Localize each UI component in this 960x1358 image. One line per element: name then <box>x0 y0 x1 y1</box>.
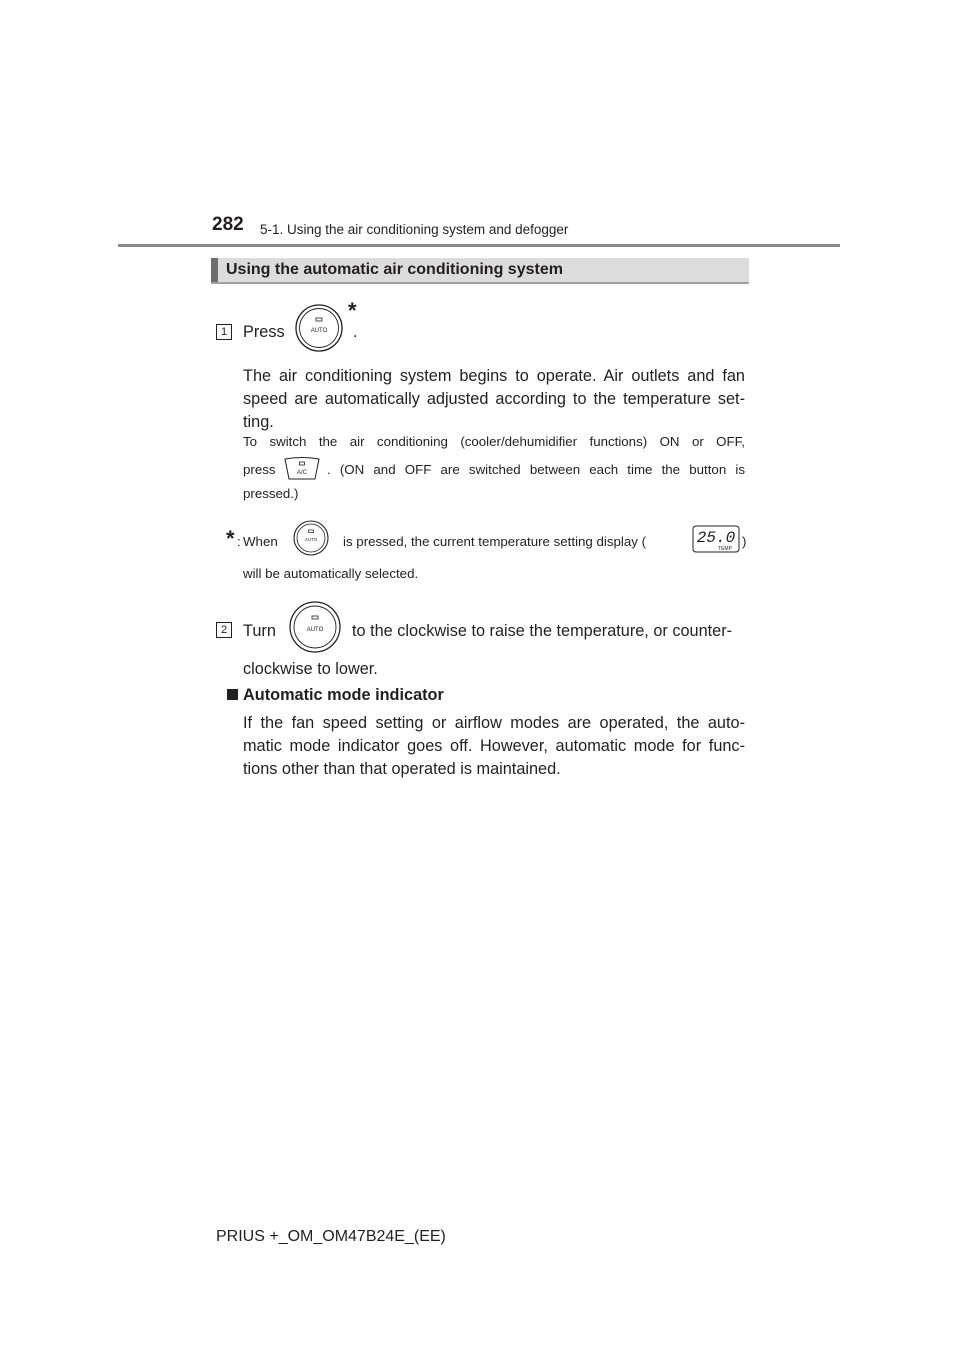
section-heading <box>211 258 749 284</box>
ac-button-label: A/C <box>296 470 308 476</box>
subsection-bullet-icon <box>227 689 238 700</box>
temp-display-icon <box>692 525 740 553</box>
step-number-1: 1 <box>216 324 232 340</box>
step1-description-line-2: speed are automatically adjusted according to the temperature set- <box>243 390 745 408</box>
footnote-colon: : <box>237 534 241 549</box>
footnote-star: * <box>226 526 235 551</box>
subsection-line-2: matic mode indicator goes off. However, automatic mode for func- <box>243 737 745 755</box>
footnote-middle: is pressed, the current temperature setting display ( <box>343 534 647 549</box>
header-rule <box>118 244 840 247</box>
auto-knob-icon <box>290 304 348 352</box>
step1-note-line-2: . (ON and OFF are switched between each time the button is <box>327 462 745 477</box>
subsection-title: Automatic mode indicator <box>243 686 444 704</box>
footnote-when: When <box>243 534 278 549</box>
page-number: 282 <box>212 214 244 235</box>
step1-note-line-1: To switch the air conditioning (cooler/dehumidifier functions) ON or OFF, <box>243 434 745 449</box>
auto-knob-turn-icon <box>286 600 344 654</box>
step1-description-line-3: ting. <box>243 413 274 431</box>
footnote-line-2: will be automatically selected. <box>243 566 419 581</box>
auto-knob-small-icon <box>290 520 332 556</box>
temp-display-label: TEMP <box>718 546 732 552</box>
footer-doc-code: PRIUS +_OM_OM47B24E_(EE) <box>216 1228 446 1245</box>
subsection-line-3: tions other than that operated is maintained. <box>243 760 561 778</box>
subsection-line-1: If the fan speed setting or airflow modes are operated, the auto- <box>243 714 745 732</box>
step1-note-line-3: pressed.) <box>243 486 299 501</box>
step1-description-line-1: The air conditioning system begins to operate. Air outlets and fan <box>243 367 745 385</box>
running-head: 5-1. Using the air conditioning system and defogger <box>260 222 569 237</box>
footnote-end: ) <box>742 534 747 549</box>
step1-note-press: press <box>243 462 276 477</box>
step2-line-2: clockwise to lower. <box>243 660 378 678</box>
section-heading-bar <box>211 258 218 282</box>
footnote-marker: * <box>348 298 357 323</box>
temp-display-value: 25.0 <box>696 529 736 547</box>
ac-button-icon <box>282 456 322 482</box>
step2-turn-label: Turn <box>243 622 276 640</box>
section-title: Using the automatic air conditioning system <box>226 261 563 278</box>
svg-text:AUTO: AUTO <box>304 537 318 542</box>
svg-text:AUTO: AUTO <box>306 627 324 633</box>
auto-knob-label: AUTO <box>310 328 328 334</box>
step1-period: . <box>353 323 358 341</box>
step1-press-label: Press <box>243 323 285 341</box>
step-number-2: 2 <box>216 622 232 638</box>
step2-text: to the clockwise to raise the temperature, or counter- <box>352 622 733 640</box>
